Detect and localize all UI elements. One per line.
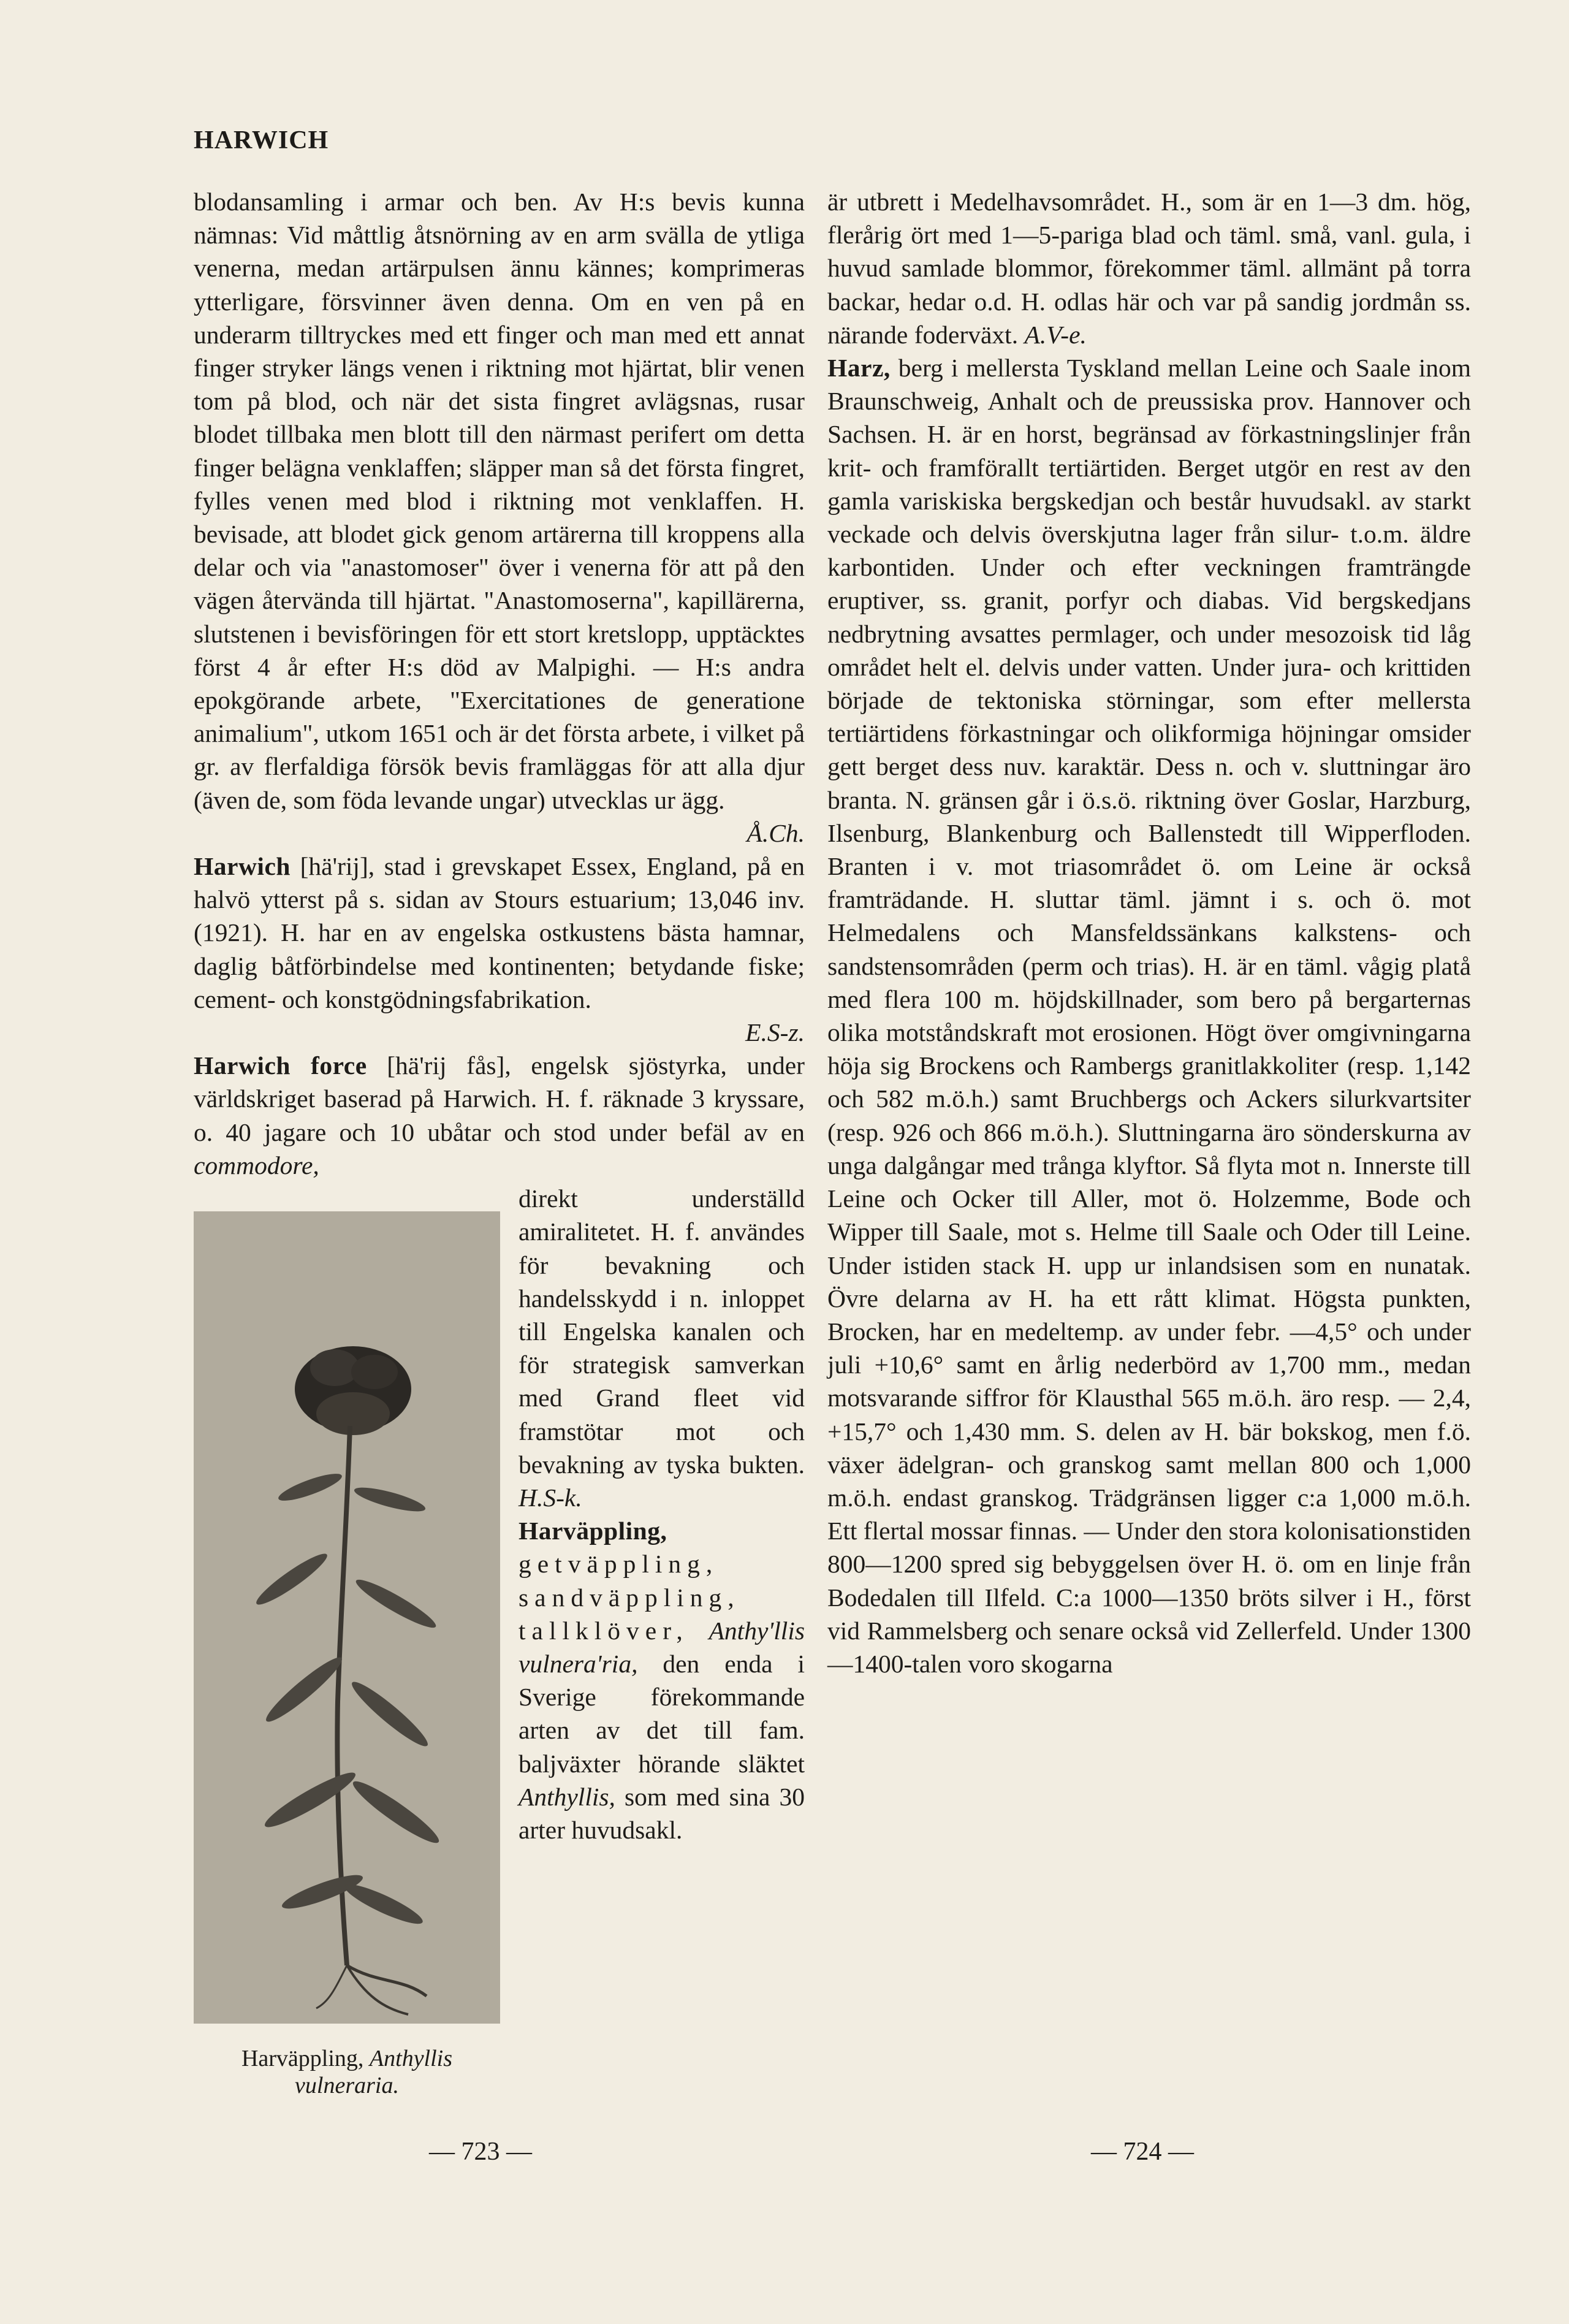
entry-harz — [827, 351, 1471, 1680]
entry-text: blodansamling i armar och ben. Av H:s bevis kunna nämnas: Vid måttlig åtsnörning av en arm svälla de ytliga venerna, medan artärpulsen ännu kännes; komprimeras ytterligare, försvinner även denna. Om en ven på en underarm tilltryckes med ett finger och man med ett annat finger stryker längs venen i riktning mot hjärtat, blir venen tom på blod, och när det sista fingret avlägsnas, rusar blodet tillbaka men blott till den närmast perifert om detta finger belägna venklaffen; släpper man så det första fingret, fylles venen med blod i riktning mot venklaffen. H. bevisade, att blodet gick genom artärerna till kroppens alla delar och via "anastomoser" över i venerna för att på den vägen återvända till hjärtat. "Anastomoserna", kapillärerna, slutstenen i bevisföringen för ett stort kretslopp, upptäcktes först 4 år efter H:s död av Malpighi. — H:s andra epokgörande arbete, "Exercitationes de generatione animalium", utkom 1651 och är det första arbete, i vilket på gr. av flerfaldiga försök bevis framläggas för att alla djur (även de, som föda levande ungar) utvecklas ur ägg. — [194, 188, 805, 814]
signature: H.S-k. — [519, 1483, 582, 1512]
page-number-left: — 723 — — [429, 2138, 532, 2166]
plant-illustration — [194, 1211, 500, 2024]
entry-text: är utbrett i Medelhavsområdet. H., som är en 1—3 dm. hög, flerårig ört med 1—5-pariga blad och täml. små, vanl. gula, i huvud samlade blommor, förekommer täml. allmänt på torra backar, hedar o.d. H. odlas här och var på sandig jordmån ss. närande foderväxt. — [827, 188, 1471, 349]
left-column — [194, 185, 805, 2186]
entry-text: den enda i Sverige förekommande arten av det till fam. baljväxter hörande släktet — [519, 1649, 805, 1778]
entry-synonyms: getväppling, sandväppling, tallklöver, — [519, 1550, 740, 1645]
entry-harwich — [194, 850, 805, 1049]
entry-text: [hä'rij], stad i grevskapet Essex, England, på en halvö ytterst på s. sidan av Stours estuarium; 13,046 inv. (1921). H. har en av engelska ostkustens bästa hamnar, daglig båtförbindelse med kontinenten; betydande fiske; cement- och konstgödningsfabrikation. — [194, 852, 805, 1013]
signature: E.S-z. — [745, 1018, 805, 1047]
signature: Å.Ch. — [747, 818, 805, 847]
entry-headword: Harz, — [827, 354, 891, 383]
entry-text: direkt underställd amiralitetet. H. f. användes för bevakning och handelsskydd i n. inloppet till Engelska kanalen och för strategisk samverkan med Grand fleet vid framstötar mot och bevakning av tyska bukten. — [519, 1184, 805, 1479]
entry-headword: Harwich — [194, 852, 291, 881]
entry-headword: Harväppling, — [519, 1517, 667, 1545]
right-column — [827, 185, 1471, 1680]
genus-name: Anthyllis, — [519, 1782, 615, 1811]
caption-common-name: Harväppling, — [241, 2046, 364, 2072]
entry-text-end: som med sina 30 arter huvudsakl. — [519, 1782, 805, 1844]
entry-text: berg i mellersta Tyskland mellan Leine och Saale inom Braunschweig, Anhalt och de preussiska prov. Hannover och Sachsen. H. är en horst, begränsad av förkastningslinjer från krit- och framförallt tertiärtiden. Berget utgör en rest av den gamla variskiska bergskedjan och består huvudsakl. av starkt veckade och delvis överskjutna lager från silur- t.o.m. äldre karbontiden. Under och efter veckningen framträngde eruptiver, ss. granit, porfyr och diabas. Vid bergskedjans nedbrytning avsattes permlager, och under mesozoisk tid låg området helt el. delvis under vatten. Under jura- och krittiden började de tektoniska störningar, som efter mellersta tertiärtidens förkastningar och olikformiga höjningar omsider gett berget dess nuv. karaktär. Dess n. och v. sluttningar äro branta. N. gränsen går i ö.s.ö. riktning över Goslar, Harzburg, Ilsenburg, Blankenburg och Ballenstedt till Wipperfloden. Branten i v. mot triasområdet ö. om Leine är också framträdande. H. sluttar täml. jämnt i s. och ö. mot Helmedalens och Mansfeldssänkans kalkstens- och sandstensområden (perm och trias). H. är en täml. vågig platå med flera 100 m. höjdskillnader, som bero på bergarternas olika motståndskraft mot erosionen. Högt över omgivningarna höja sig Brockens och Rambergs granitlakkoliter (resp. 1,142 och 582 m.ö.h.) samt Bruchbergs och Ackers silurkvartsiter (resp. 926 och 866 m.ö.h.). Sluttningarna äro sönderskurna av unga dalgångar med trånga klyftor. Så flyta mot n. Innerste till Leine och Ocker till Aller, mot ö. Holzemme, Bode och Wipper till Saale, mot s. Helme till Saale och Oder till Leine. Under istiden stack H. upp ur inlandsisen som en nunatak. Övre delarna av H. ha ett rått klimat. Högsta punkten, Brocken, har en medeltemp. av under febr. —4,5° och under juli +10,6° samt en årlig nederbörd av 1,700 mm., medan motsvarande siffror för Klausthal 565 m.ö.h. äro resp. — 2,4, +15,7° och 1,430 mm. S. delen av H. bär bokskog, men f.ö. växer ädelgran- och granskog samt mellan 800 och 1,000 m.ö.h. endast granskog. Trädgränsen ligger c:a 1,000 m.ö.h. Ett flertal mossar finnas. — Under den stora kolonisationstiden 800—1200 spred sig bebyggelsen över H. ö. om en linje från Bodedalen till Ilfeld. C:a 1000—1350 bröts silver i H., först vid Rammelsberg och senare också vid Zellerfeld. Under 1300—1400-talen voro skogarna — [827, 354, 1472, 1678]
entry-headword: Harwich force — [194, 1051, 367, 1080]
entry-text: [hä'rij fås], engelsk sjöstyrka, under världskriget baserad på Harwich. H. f. räknade 3 kryssare, o. 40 jagare och 10 ubåtar och stod under befäl av en — [194, 1051, 805, 1146]
italic-term: commodore, — [194, 1151, 319, 1179]
signature: A.V-e. — [1024, 320, 1087, 349]
entry-harwich-force — [194, 1049, 805, 1182]
latin-name: Anthy'llis vulnera'ria, — [519, 1616, 805, 1678]
running-head: HARWICH — [194, 126, 329, 154]
entry-harvappling-continuation — [827, 185, 1471, 351]
entry-harvey-continuation — [194, 185, 805, 850]
page-number-right: — 724 — — [1091, 2138, 1194, 2166]
caption-latin-name: Anthyllis vulneraria. — [295, 2046, 453, 2099]
plant-figure — [194, 1187, 500, 2186]
figure-caption — [194, 2045, 500, 2099]
